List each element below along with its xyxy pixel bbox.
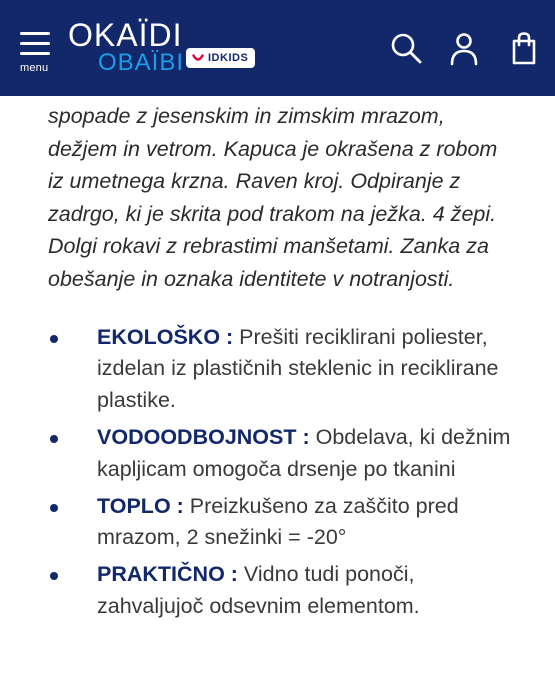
feature-text: Preizkušeno za zaščito pred mrazom, 2 snežinki = -20°	[97, 493, 459, 550]
feature-item	[48, 559, 512, 623]
okaidi-obaibi-logo[interactable]	[68, 17, 268, 78]
feature-text: Prešiti reciklirani poliester, izdelan iz plastičnih steklenic in reciklirane plastike.	[97, 324, 499, 413]
account-icon	[446, 30, 482, 66]
top-header	[0, 0, 555, 96]
menu-button[interactable]	[14, 28, 56, 76]
feature-title: PRAKTIČNO :	[97, 562, 244, 587]
feature-title: EKOLOŠKO :	[97, 324, 240, 349]
bullet-icon	[50, 435, 58, 443]
feature-item	[48, 422, 512, 486]
idkids-badge	[186, 48, 255, 68]
feature-text: Obdelava, ki dežnim kapljicam omogoča drsenje po tkanini	[97, 424, 511, 481]
idkids-label: IDKIDS	[208, 52, 249, 64]
smile-icon	[192, 52, 204, 64]
feature-text: Vidno tudi ponoči, zahvaljujoč odsevnim elementom.	[97, 562, 420, 618]
feature-title: VODOODBOJNOST :	[97, 424, 316, 449]
cart-button[interactable]	[506, 30, 542, 66]
logo-obaibi-text: OBAÏBI	[98, 49, 185, 76]
product-description-section	[48, 100, 518, 628]
feature-title: TOPLO :	[97, 493, 190, 518]
account-button[interactable]	[446, 30, 482, 66]
shopping-bag-icon	[506, 30, 542, 66]
menu-icon	[20, 32, 50, 62]
logo-okaidi-text: OKAÏDI	[68, 17, 183, 53]
search-icon	[388, 30, 424, 66]
bullet-icon	[50, 572, 58, 580]
feature-item	[48, 491, 512, 555]
feature-item	[48, 322, 512, 417]
search-button[interactable]	[388, 30, 424, 66]
product-description: spopade z jesenskim in zimskim mrazom, dežjem in vetrom. Kapuca je okrašena z robom iz umetnega krzna. Raven kroj. Odpiranje z zadrgo, ki je skrita pod trakom na ježka. 4 žepi. Dolgi rokavi z rebrastimi manšetami. Zanka za obešanje in oznaka identitete v notranjosti.	[48, 104, 498, 291]
bullet-icon	[50, 504, 58, 512]
menu-label: menu	[20, 62, 49, 74]
bullet-icon	[50, 335, 58, 343]
feature-list	[48, 322, 518, 623]
